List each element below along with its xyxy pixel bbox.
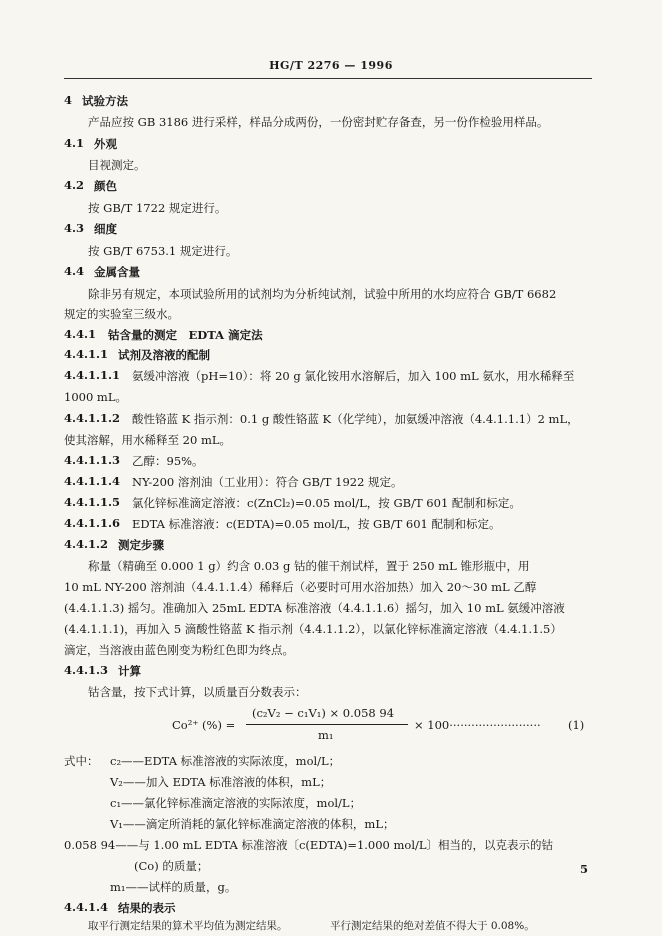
paragraph: 酸性铬蓝 K 指示剂：0.1 g 酸性铬蓝 K（化学纯），加氨缓冲溶液（4.4.1.1.1）2 mL， [132, 412, 579, 426]
section-number: 4.4.1.1.1 [64, 368, 121, 382]
section-number: 4.4.1.1.6 [64, 516, 121, 530]
paragraph: 乙醇：95%。 [132, 454, 204, 468]
paragraph: 称量（精确至 0.000 1 g）约含 0.03 g 钴的催干剂试样，置于 250 mL 锥形瓶中，用 [88, 559, 530, 573]
paragraph: 1000 mL。 [64, 390, 127, 404]
paragraph: 使其溶解，用水稀释至 20 mL。 [64, 433, 231, 447]
section-number: 4.2 [64, 178, 85, 192]
fraction-bar [246, 724, 408, 725]
formula-lhs: Co²⁺ (%) = [172, 718, 236, 732]
section-number: 4 [64, 93, 73, 107]
section-title: 钴含量的测定 EDTA 滴定法 [108, 328, 263, 342]
paragraph: 按 GB/T 6753.1 规定进行。 [88, 244, 238, 258]
paragraph: 按 GB/T 1722 规定进行。 [88, 201, 227, 215]
where-item: V₁——滴定所消耗的氯化锌标准滴定溶液的体积，mL； [110, 817, 395, 831]
section-number: 4.3 [64, 221, 85, 235]
document-header: HG/T 2276 — 1996 [269, 59, 393, 72]
paragraph: 目视测定。 [88, 158, 146, 172]
section-number: 4.4.1.1.5 [64, 495, 121, 509]
paragraph: NY-200 溶剂油（工业用）：符合 GB/T 1922 规定。 [132, 475, 403, 489]
section-number: 4.4.1.3 [64, 663, 109, 677]
where-item: m₁——试样的质量，g。 [110, 880, 237, 894]
where-item: V₂——加入 EDTA 标准溶液的体积，mL； [110, 775, 332, 789]
formula-denominator: m₁ [318, 728, 334, 742]
section-title: 金属含量 [94, 265, 140, 279]
page-number: 5 [580, 862, 589, 876]
paragraph: (4.4.1.1.3) 摇匀。准确加入 25mL EDTA 标准溶液（4.4.1.1.6）摇匀，加入 10 mL 氨缓冲溶液 [64, 601, 565, 615]
where-item: 0.058 94——与 1.00 mL EDTA 标准溶液〔c(EDTA)=1.000 mol/L〕相当的，以克表示的钴 [64, 838, 554, 852]
where-intro: 式中： [64, 754, 99, 768]
formula-numerator: (c₂V₂ − c₁V₁) × 0.058 94 [252, 706, 395, 720]
where-item: (Co) 的质量； [134, 859, 209, 873]
section-number: 4.4.1.2 [64, 537, 109, 551]
section-title: 测定步骤 [118, 538, 164, 552]
section-title: 颜色 [94, 179, 117, 193]
formula-tail: × 100························· [414, 718, 541, 732]
where-item: c₂——EDTA 标准溶液的实际浓度，mol/L； [110, 754, 341, 768]
section-number: 4.4.1 [64, 327, 97, 341]
paragraph: 规定的实验室三级水。 [64, 307, 179, 321]
paragraph: EDTA 标准溶液：c(EDTA)=0.05 mol/L，按 GB/T 601 配制和标定。 [132, 517, 501, 531]
where-item: c₁——氯化锌标准滴定溶液的实际浓度，mol/L； [110, 796, 362, 810]
paragraph: 氨缓冲溶液（pH=10）：将 20 g 氯化铵用水溶解后，加入 100 mL 氨水，用水稀释至 [132, 369, 575, 383]
section-title: 细度 [94, 222, 117, 236]
section-title: 外观 [94, 137, 117, 151]
paragraph: 10 mL NY-200 溶剂油（4.4.1.1.4）稀释后（必要时可用水浴加热）加入 20～30 mL 乙醇 [64, 580, 537, 594]
section-number: 4.1 [64, 136, 85, 150]
section-title: 计算 [118, 664, 141, 678]
section-number: 4.4.1.1 [64, 347, 109, 361]
section-title: 试验方法 [82, 94, 128, 108]
paragraph: 氯化锌标准滴定溶液：c(ZnCl₂)=0.05 mol/L，按 GB/T 601 配制和标定。 [132, 496, 521, 510]
section-title: 结果的表示 [118, 901, 176, 915]
section-number: 4.4.1.1.4 [64, 474, 121, 488]
paragraph: (4.4.1.1.1)，再加入 5 滴酸性铬蓝 K 指示剂（4.4.1.1.2），以氯化锌标准滴定溶液（4.4.1.1.5） [64, 622, 562, 636]
paragraph: 滴定，当溶液由蓝色刚变为粉红色即为终点。 [64, 643, 294, 657]
section-number: 4.4.1.1.2 [64, 411, 121, 425]
paragraph: 平行测定结果的绝对差值不得大于 0.08%。 [330, 920, 535, 932]
header-rule [64, 78, 592, 79]
section-number: 4.4 [64, 264, 85, 278]
paragraph: 产品应按 GB 3186 进行采样，样品分成两份，一份密封贮存备查，另一份作检验用样品。 [88, 115, 549, 129]
section-number: 4.4.1.1.3 [64, 453, 121, 467]
paragraph: 取平行测定结果的算术平均值为测定结果。 [88, 920, 288, 932]
section-number: 4.4.1.4 [64, 900, 109, 914]
paragraph: 钴含量，按下式计算，以质量百分数表示： [88, 685, 307, 699]
paragraph: 除非另有规定，本项试验所用的试剂均为分析纯试剂，试验中所用的水均应符合 GB/T 6682 [88, 287, 557, 301]
formula-label: (1) [568, 718, 585, 732]
section-title: 试剂及溶液的配制 [118, 348, 210, 362]
